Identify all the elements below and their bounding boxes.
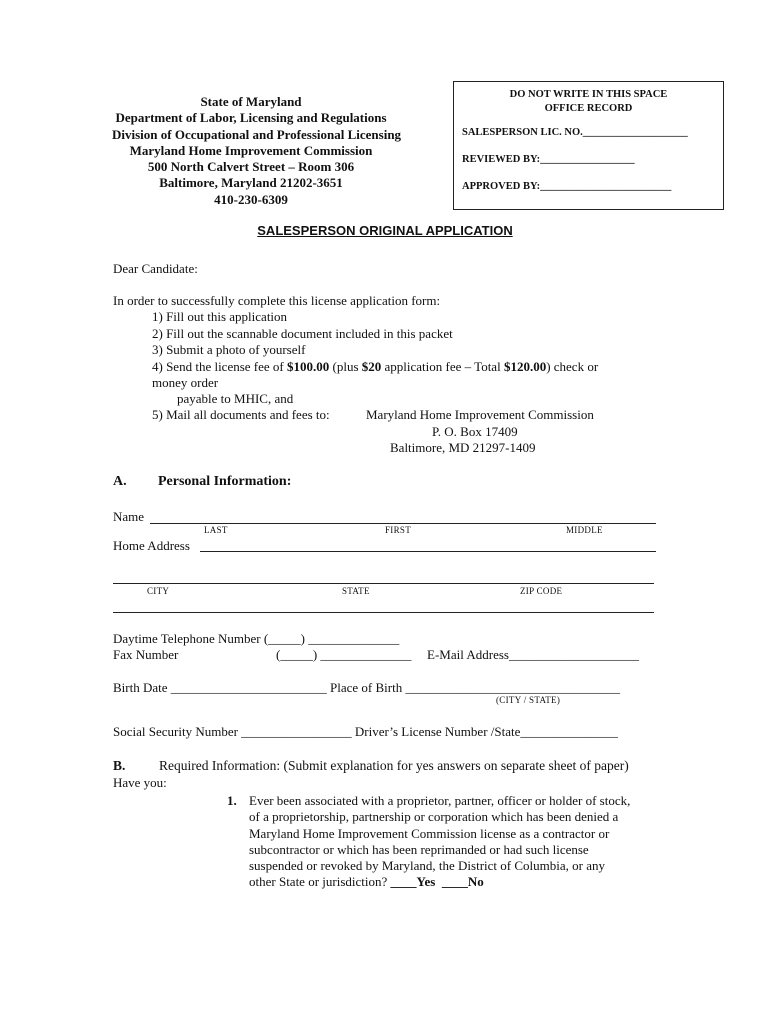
caption-first: FIRST (385, 525, 412, 535)
question-1-line: other State or jurisdiction? (249, 874, 391, 890)
caption-city: CITY (147, 586, 170, 596)
approved-by-field: APPROVED BY:_________________________ (462, 181, 672, 192)
agency-line: 500 North Calvert Street – Room 306 (147, 159, 355, 175)
total-fee: $120.00 (503, 359, 547, 374)
instruction-step-4-line-2: money order (152, 375, 219, 390)
mail-address-line-1: Maryland Home Improvement Commission (366, 407, 594, 422)
fax-number-label: Fax Number (113, 647, 179, 662)
caption-city-state: (CITY / STATE) (496, 695, 561, 705)
caption-zip-code: ZIP CODE (520, 586, 563, 596)
office-box-heading-1: DO NOT WRITE IN THIS SPACE (509, 89, 668, 100)
question-1-yes-option[interactable]: ____Yes (390, 874, 436, 890)
agency-line: Division of Occupational and Professional Licensing (112, 126, 402, 142)
name-label: Name (113, 509, 145, 524)
mail-address-line-2: P. O. Box 17409 (432, 424, 518, 439)
email-address-field[interactable]: E-Mail Address____________________ (427, 647, 639, 662)
section-b-letter: B. (113, 758, 126, 773)
home-address-label: Home Address (113, 538, 190, 553)
city-state-zip-input-line[interactable] (113, 583, 654, 584)
greeting: Dear Candidate: (113, 261, 198, 276)
question-1-line: of a proprietorship, partnership or corporation which has been denied a (249, 809, 619, 825)
reviewed-by-field: REVIEWED BY:__________________ (462, 154, 635, 165)
instruction-step-1: 1) Fill out this application (152, 309, 288, 324)
instruction-step-3: 3) Submit a photo of yourself (152, 342, 306, 357)
step-4-text: (plus (329, 359, 362, 374)
section-a-title: Personal Information: (158, 474, 292, 489)
ssn-drivers-license-field[interactable]: Social Security Number _________________ Driver’s License Number /State_______________ (113, 724, 618, 739)
question-1-text (249, 793, 630, 891)
step-4-text: 4) Send the license fee of (152, 359, 288, 374)
application-fee: $20 (361, 359, 382, 374)
question-1-no-option[interactable]: ____No (441, 874, 484, 890)
instruction-step-4 (152, 359, 598, 375)
instruction-step-5: 5) Mail all documents and fees to: (152, 407, 330, 422)
question-1-line: suspended or revoked by Maryland, the District of Columbia, or any (249, 858, 605, 874)
form-title: SALESPERSON ORIGINAL APPLICATION (257, 223, 513, 238)
agency-line: State of Maryland (200, 94, 302, 109)
birth-date-place-field[interactable]: Birth Date ________________________ Place of Birth _________________________________ (113, 680, 620, 695)
agency-line: 410-230-6309 (214, 191, 288, 207)
daytime-telephone-field[interactable]: Daytime Telephone Number (_____) ______________ (113, 631, 400, 646)
instructions-intro: In order to successfully complete this license application form: (113, 293, 441, 308)
instruction-step-2: 2) Fill out the scannable document included in this packet (152, 326, 453, 341)
mail-address-line-3: Baltimore, MD 21297-1409 (390, 440, 536, 455)
agency-line: Baltimore, Maryland 21202-3651 (159, 175, 343, 191)
agency-header (112, 94, 402, 208)
caption-middle: MIDDLE (566, 525, 603, 535)
question-1-number: 1. (227, 793, 237, 808)
home-address-input-line[interactable] (200, 551, 656, 552)
fax-number-field[interactable]: (_____) ______________ (276, 647, 412, 662)
caption-last: LAST (204, 525, 228, 535)
step-4-text: application fee – Total (381, 359, 504, 374)
extra-address-input-line[interactable] (113, 612, 654, 613)
name-input-line[interactable] (150, 523, 656, 524)
step-4-text: ) check or (546, 359, 599, 374)
office-box-heading-2: OFFICE RECORD (544, 103, 633, 114)
section-b-note: (Submit explanation for yes answers on separate sheet of paper) (280, 758, 629, 773)
question-1-line: Maryland Home Improvement Commission license as a contractor or (249, 825, 610, 841)
section-a-letter: A. (113, 474, 127, 489)
agency-line: Department of Labor, Licensing and Regulations (115, 110, 387, 126)
question-1-line: subcontractor or which has been reprimanded or had such license (249, 841, 589, 857)
question-1-last-line (249, 874, 630, 890)
license-fee: $100.00 (287, 359, 330, 374)
salesperson-lic-no-field: SALESPERSON LIC. NO.____________________ (462, 127, 688, 138)
have-you-label: Have you: (113, 775, 167, 790)
office-box-heading (454, 88, 723, 116)
instruction-step-4-line-3: payable to MHIC, and (177, 391, 294, 406)
agency-line: Maryland Home Improvement Commission (129, 142, 373, 158)
office-record-box (453, 81, 724, 210)
section-b-title: Required Information: (159, 758, 281, 773)
section-b-heading (159, 758, 629, 774)
question-1-line: Ever been associated with a proprietor, partner, officer or holder of stock, (249, 793, 631, 808)
caption-state: STATE (342, 586, 370, 596)
